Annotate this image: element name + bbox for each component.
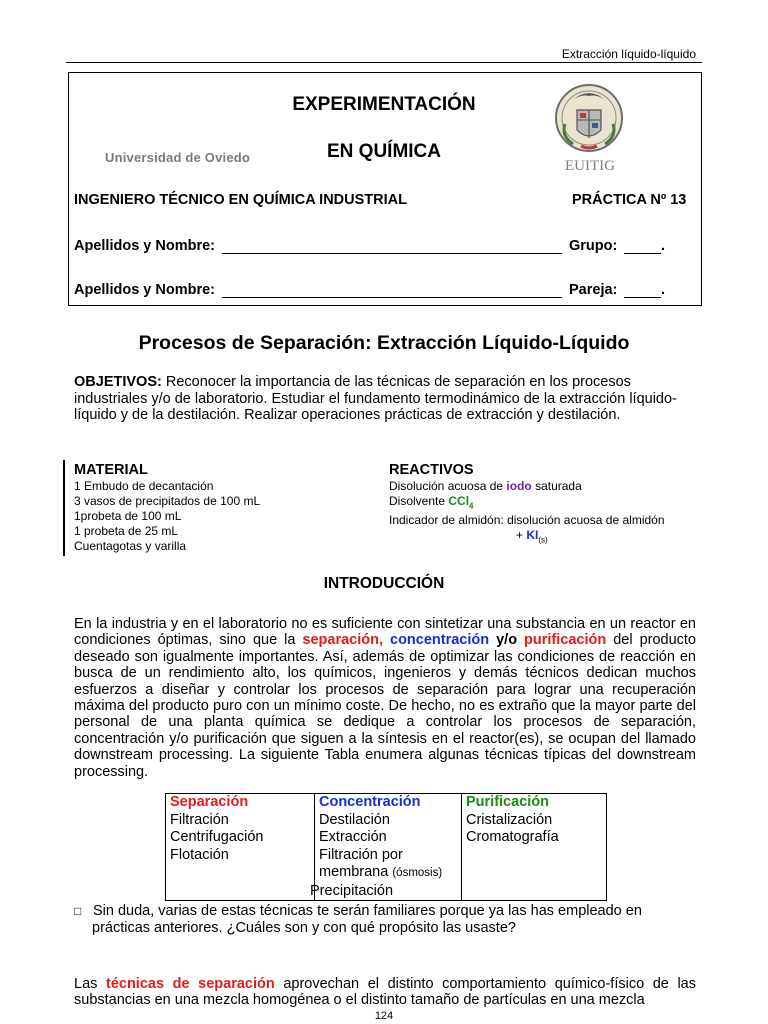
group-field-end: .: [661, 238, 666, 254]
intro-heading: INTRODUCCIÓN: [323, 575, 445, 592]
intro-paragraph: En la industria y en el laboratorio no es suficiente con sintetizar una substancia en un reactor en condiciones óptimas, sino que la separación, concentración y/o purificación del producto deseado son igualmente importantes. Así, además de optimizar las condiciones de reacción en busca de un rendimiento alto, los químicos, ingenieros y demás técnicos dedican muchos esfuerzos a diseñar y controlar los procesos de separación para lograr una recuperación máxima del producto puro con un mínimo coste. De hecho, no es extraño que la mayor parte del personal de una planta química se dedique a controlar los procesos de separación, concentración y/o purificación que siguen a la síntesis en el reactor(es), se ocupan del llamado downstream processing. La siguiente Tabla enumera algunas técnicas típicas del downstream processing.: [74, 616, 696, 780]
running-header: Extracción líquido-líquido: [561, 47, 696, 61]
table-cell: Precipitación: [310, 882, 394, 899]
question-text: Sin duda, varias de estas técnicas te serán familiares porque ya las has empleado en prácticas anteriores. ¿Cuáles son y con qué propósito las usaste?: [92, 903, 642, 936]
material-list: [74, 479, 260, 554]
table-column-separation: [166, 794, 315, 901]
material-item: 1 Embudo de decantación: [74, 479, 214, 493]
separation-term: separación,: [302, 632, 383, 649]
table-cell: Filtración: [170, 811, 229, 828]
name-field-1[interactable]: [222, 253, 562, 254]
table-cell: membrana (ósmosis): [319, 864, 443, 880]
table-column-purification: [462, 794, 607, 901]
purification-term: purificación: [524, 632, 607, 649]
table-cell: Filtración por: [319, 846, 403, 863]
ccl4-highlight: CCl$_4$: [448, 494, 474, 511]
table-cell: Extracción: [319, 829, 387, 845]
ki-highlight: KI: [526, 528, 539, 543]
program-name: INGENIERO TÉCNICO EN QUÍMICA INDUSTRIAL: [74, 192, 407, 208]
objectives-paragraph: [74, 374, 696, 424]
title-line-1: EXPERIMENTACIÓN: [292, 94, 476, 115]
separation-techniques-term: técnicas de separación: [105, 976, 275, 992]
table-cell: Flotación: [170, 846, 229, 863]
practice-number: PRÁCTICA Nº 13: [572, 192, 687, 208]
table-column-concentration: [310, 794, 462, 901]
name-label-2: Apellidos y Nombre:: [74, 282, 215, 298]
techniques-table: [165, 793, 607, 901]
school-name: EUITIG: [565, 158, 615, 174]
table-cell: Destilación: [319, 811, 390, 828]
group-field[interactable]: [624, 253, 661, 254]
reactivo-item: Disolución acuosa de iodo saturada: [389, 479, 582, 493]
reactivo-item: Indicador de almidón: disolución acuosa de almidón: [389, 513, 665, 528]
checkbox-bullet-icon: □: [74, 904, 82, 918]
table-header: Separación: [170, 794, 249, 810]
reactivos-list: [389, 479, 709, 548]
material-item: 1 probeta de 25 mL: [74, 524, 179, 538]
concentration-term: concentración: [390, 632, 490, 649]
objectives-label: OBJETIVOS:: [74, 374, 162, 390]
reactivo-item: + $KI_{(s)}$: [516, 528, 548, 545]
reactivos-heading: REACTIVOS: [389, 462, 474, 478]
material-margin-bar: [63, 460, 65, 556]
iodo-highlight: iodo: [506, 479, 532, 493]
material-item: 1probeta de 100 mL: [74, 509, 182, 523]
material-item: Cuentagotas y varilla: [74, 539, 187, 553]
page-number: 124: [374, 1010, 394, 1022]
name-label-1: Apellidos y Nombre:: [74, 238, 215, 254]
group-label: Grupo:: [569, 238, 618, 254]
header-rule: [66, 62, 702, 63]
university-crest-icon: [553, 80, 625, 156]
university-name: Universidad de Oviedo: [105, 150, 251, 165]
name-field-2[interactable]: [222, 297, 562, 298]
material-item: 3 vasos de precipitados de 100 mL: [74, 494, 261, 508]
title-line-2: EN QUÍMICA: [327, 141, 441, 162]
separation-paragraph: Las técnicas de separación aprovechan el distinto comportamiento químico-físico de las substancias en una mezcla homogénea o el distinto tamaño de partículas en una mezcla: [74, 976, 696, 1009]
material-heading: MATERIAL: [74, 462, 148, 478]
objectives-text: Reconocer la importancia de las técnicas de separación en los procesos industriales y/o de laboratorio. Estudiar el fundamento termodinámico de la extracción líquido-líquido y de la destilación. Realizar operaciones prácticas de extracción y destilación.: [74, 374, 677, 423]
pair-label: Pareja:: [569, 282, 618, 298]
table-cell: Cristalización: [466, 811, 553, 828]
reactivo-item: Disolvente CCl$_4$: [389, 494, 474, 511]
document-title: Procesos de Separación: Extracción Líquido-Líquido: [138, 332, 630, 354]
table-cell: Centrifugación: [170, 829, 264, 845]
pair-field-end: .: [661, 282, 666, 298]
table-header: Purificación: [466, 794, 549, 810]
table-cell: Cromatografía: [466, 829, 559, 845]
pair-field[interactable]: [624, 297, 661, 298]
table-header: Concentración: [319, 794, 421, 810]
